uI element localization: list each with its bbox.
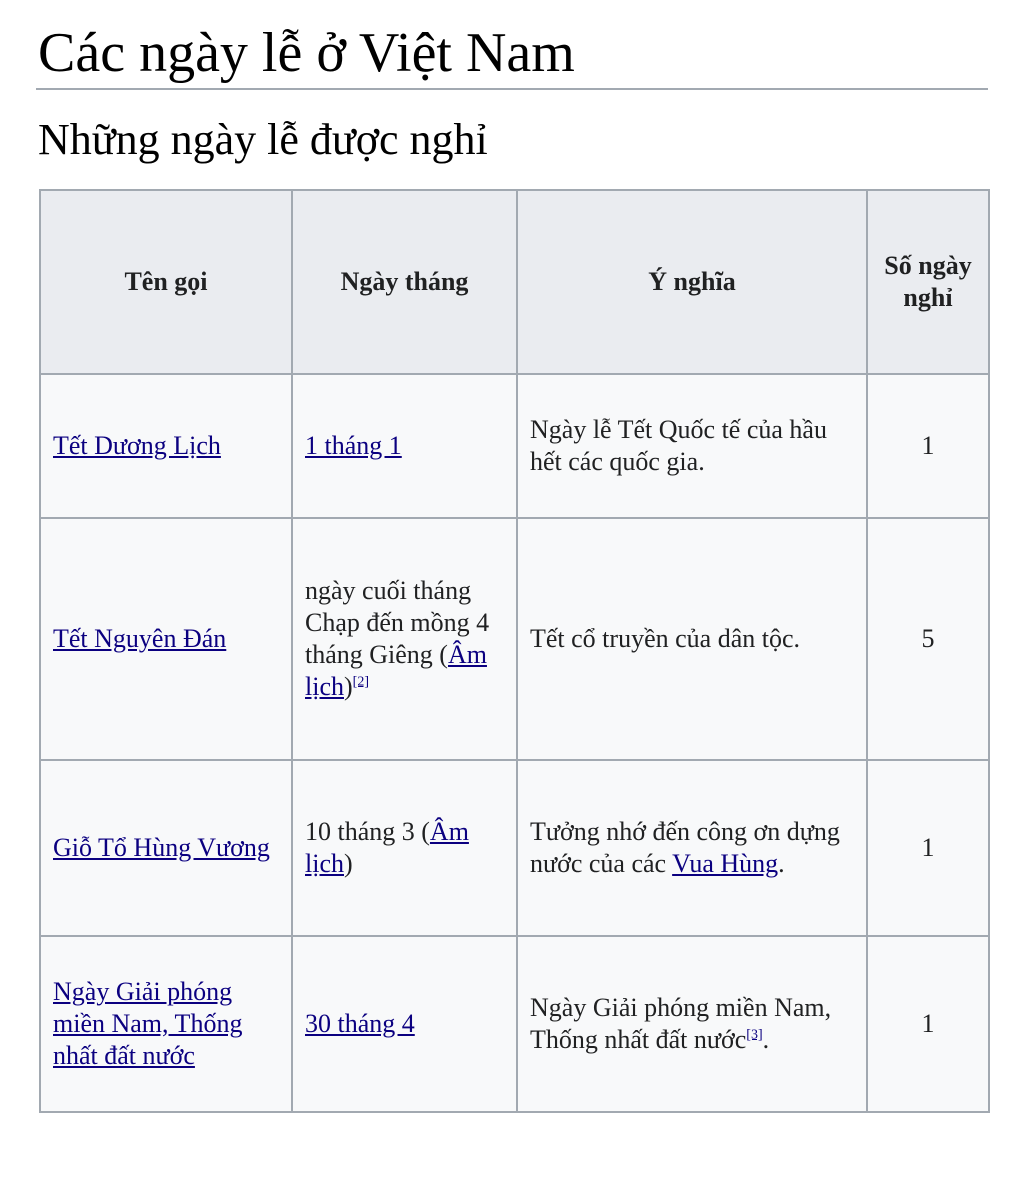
column-header-meaning: Ý nghĩa — [517, 190, 867, 374]
holiday-date-cell — [292, 374, 517, 518]
holiday-meaning-text: Ngày lễ Tết Quốc tế của hầu hết các quốc gia. — [530, 415, 827, 476]
holiday-name-link[interactable]: Tết Dương Lịch — [53, 431, 221, 460]
holiday-meaning-cell — [517, 760, 867, 936]
holiday-name-cell — [40, 518, 292, 760]
holiday-name-link[interactable]: Tết Nguyên Đán — [53, 624, 227, 653]
table-row — [40, 518, 989, 760]
column-header-date: Ngày tháng — [292, 190, 517, 374]
reference-link[interactable]: [2] — [352, 674, 369, 690]
holiday-name-link[interactable]: Ngày Giải phóng miền Nam, Thống nhất đất nước — [53, 977, 243, 1070]
holiday-meaning-cell — [517, 936, 867, 1112]
holiday-meaning-closing: . — [778, 849, 785, 878]
article — [36, 0, 988, 166]
holidays-table — [39, 189, 990, 1113]
holiday-date-cell — [292, 760, 517, 936]
days-off-cell: 1 — [867, 760, 989, 936]
page-title: Các ngày lễ ở Việt Nam — [36, 0, 988, 90]
holiday-name-cell — [40, 936, 292, 1112]
holiday-name-cell — [40, 760, 292, 936]
holiday-date-closing: ) — [344, 672, 353, 701]
days-off-cell: 5 — [867, 518, 989, 760]
column-header-name: Tên gọi — [40, 190, 292, 374]
holiday-name-link[interactable]: Giỗ Tổ Hùng Vương — [53, 833, 270, 862]
holiday-date-link[interactable]: 1 tháng 1 — [305, 431, 402, 460]
days-off-cell: 1 — [867, 374, 989, 518]
reference-link[interactable]: [3] — [746, 1027, 763, 1043]
lunar-calendar-link[interactable]: Âm lịch — [305, 640, 487, 701]
section-title: Những ngày lễ được nghỉ — [38, 115, 488, 164]
holiday-date-closing: ) — [344, 849, 353, 878]
days-off-cell: 1 — [867, 936, 989, 1112]
reference-marker — [746, 1027, 762, 1042]
table-row — [40, 760, 989, 936]
lunar-calendar-link[interactable]: Âm lịch — [305, 817, 469, 878]
table-row — [40, 936, 989, 1112]
column-header-days-off: Số ngày nghỉ — [867, 190, 989, 374]
holiday-meaning-text: Tưởng nhớ đến công ơn dựng nước của các — [530, 817, 840, 878]
holiday-date-cell — [292, 936, 517, 1112]
holiday-meaning-text: Tết cổ truyền của dân tộc. — [530, 624, 800, 653]
holiday-date-text: 10 tháng 3 ( — [305, 817, 430, 846]
hung-kings-link[interactable]: Vua Hùng — [672, 849, 779, 878]
holiday-meaning-text: Ngày Giải phóng miền Nam, Thống nhất đất nước — [530, 993, 832, 1054]
holiday-meaning-closing: . — [762, 1025, 770, 1054]
holiday-date-text: ngày cuối tháng Chạp đến mồng 4 tháng Giêng ( — [305, 576, 490, 669]
reference-marker — [353, 674, 369, 689]
table-header-row — [40, 190, 989, 374]
holiday-date-cell — [292, 518, 517, 760]
holiday-meaning-cell — [517, 374, 867, 518]
holiday-date-link[interactable]: 30 tháng 4 — [305, 1009, 415, 1038]
table-row — [40, 374, 989, 518]
holiday-meaning-cell — [517, 518, 867, 760]
holiday-name-cell — [40, 374, 292, 518]
